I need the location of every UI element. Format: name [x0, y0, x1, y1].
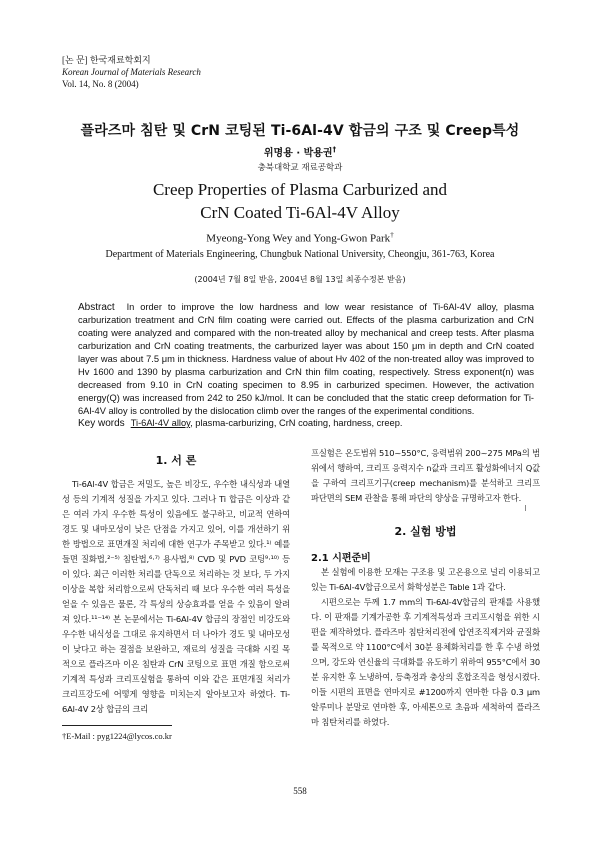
keywords-rest: , plasma-carburizing, CrN coating, hardness, creep. [190, 418, 403, 428]
methods-body [311, 565, 540, 730]
journal-header [62, 54, 201, 90]
affiliation-english: Department of Materials Engineering, Chungbuk National University, Cheongju, 361-763, Korea [105, 249, 495, 260]
margin-mark [525, 505, 526, 511]
received-dates: (2004년 7월 8일 받음, 2004년 8월 13일 최종수정본 받음) [194, 275, 406, 284]
introduction-body [62, 477, 290, 717]
authors-korean [0, 144, 600, 159]
subsection-heading-specimen: 2.1 시편준비 [311, 553, 371, 564]
authors-english-names: Myeong-Yong Wey and Yong-Gwon Park [206, 232, 391, 245]
footnote-email: †E-Mail : pyg1224@lycos.co.kr [62, 731, 172, 741]
journal-name-ko: [논 문] 한국재료학회지 [62, 55, 151, 65]
keywords-label: Key words [78, 418, 125, 429]
methods-paragraph-1: 본 실험에 이용한 모재는 구조용 및 고온용으로 널리 이용되고 있는 Ti-6Al-4V합금으로서 화학성분은 Table 1과 같다. [311, 567, 540, 592]
section-heading-introduction: 1. 서 론 [155, 454, 197, 467]
introduction-continued-paragraph: 프실험은 온도범위 510~550°C, 응력범위 200~275 MPa의 범위에서 행하여, 크리프 응력지수 n값과 크리프 활성화에너지 Q값을 구하여 크리프기구(creep mechanism)를 분석하고 크리프 파단면의 SEM 관찰을 통해 파단의 양상을 규명하고자 한다. [311, 448, 540, 503]
authors-korean-names: 위명용 · 박용권 [263, 148, 333, 159]
methods-paragraph-2: 시편으로는 두께 1.7 mm의 Ti-6Al-4V합금의 판재를 사용했다. 이 판재를 기계가공한 후 기계적특성과 크리프시험을 위한 시편을 제작하였다. 플라즈마 침탄처리전에 압연조직제거와 균질화를 목적으로 약 1100°C에서 30분 용체화처리를 한 후 수냉 하였으며, 강도와 연신율의 극대화를 유도하기 위하여 955°C에서 30분 유지한 후 노냉하여, 등축정과 충상의 혼합조직을 형성시켰다. 이들 시편의 표면을 연마지로 #1200까지 연마한 다음 0.3 μm 알루미나 분말로 연마한 후, 아세톤으로 초음파 세척하여 플라즈마 침탄처리를 하였다. [311, 597, 540, 727]
authors-english [0, 231, 600, 245]
affiliation-korean: 충북대학교 재료공학과 [257, 163, 343, 173]
right-column [311, 446, 540, 730]
title-english-line1: Creep Properties of Plasma Carburized and [152, 180, 448, 199]
introduction-paragraph: Ti-6Al-4V 합금은 저밀도, 높은 비강도, 우수한 내식성과 내열성 등의 기계적 성질을 가지고 있다. 그러나 Ti 합금은 이상과 같은 여러 가지 우수한 특성이 있음에도 불구하고, 비교적 연하여 경도 및 내마모성이 낮은 단점을 가지고 있어, 이를 개선하기 위한 방법으로 표면개질 처리에 대한 연구가 주목받고 있다.¹⁾ 예를 들면 질화법,²⁻⁵⁾ 침탄법,⁶·⁷⁾ 용사법,⁸⁾ CVD 및 PVD 코팅⁹·¹⁰⁾ 등이 있다. 최근 이러한 처리를 단독으로 처리하는 것 보다, 두 가지 이상을 복합 처리함으로써 단독처리 때 보다 우수한 여러 특성을 얻을 수 있음은 물론, 각 특성의 상승효과를 얻을 수 있음이 알려져 있다.¹¹⁻¹⁴⁾ 본 논문에서는 Ti-6Al-4V 합금의 장점인 비강도와 우수한 내식성을 그대로 유지하면서 더 나아가 경도 및 내마모성이 낮다고 하는 결점을 보완하고, 재료의 성질을 극대화 시킬 목적으로 플라즈마 이온 침탄과 CrN 코팅으로 표면 개질 함으로써 기계적 특성과 크리프실험을 통하여 이와 같은 표면개질 처리가 크리프강도에 어떻게 영향을 미치는지 알아보고자 하였다. Ti-6Al-4V 2상 합금의 크리 [62, 479, 290, 714]
title-korean: 플라즈마 침탄 및 CrN 코팅된 Ti-6Al-4V 합금의 구조 및 Creep특성 [80, 123, 520, 139]
keyword-first: Ti-6Al-4V alloy [130, 418, 191, 428]
corresponding-mark-en: † [390, 231, 394, 239]
page-number: 558 [293, 786, 307, 796]
corresponding-mark-ko: † [332, 145, 337, 154]
journal-volume: Vol. 14, No. 8 (2004) [62, 79, 139, 89]
keywords [78, 417, 538, 430]
abstract-label: Abstract [78, 302, 115, 313]
title-english [0, 178, 600, 224]
footnote-divider [62, 725, 172, 726]
abstract [78, 301, 534, 418]
title-english-line2: CrN Coated Ti-6Al-4V Alloy [200, 203, 400, 222]
section-heading-methods: 2. 실험 방법 [394, 525, 457, 538]
journal-name-en: Korean Journal of Materials Research [62, 67, 201, 77]
abstract-text: In order to improve the low hardness and low wear resistance of Ti-6Al-4V alloy, plasma carburization treatment and CrN film coating were carried out. Effects of the plasma carburization and CrN coating were analyzed and compared with the non-treated alloy by mechanical and creep tests. After plasma carburization and CrN coating treatments, the carburized layer was about 150 μm in depth and CrN coated layer was about 7.5 μm in thickness. Hardness value of about Hv 402 of the non-treated alloy was improved to Hv 1600 and 1390 by plasma carburization and CrN thin film coating, respectively. Stress exponent(n) was decreased from 9.10 in CrN coating specimen to 8.95 in carburized specimen. However, the activation energy(Q) was increased from 242 to 250 kJ/mol. It can be concluded that the static creep deformation for Ti-6Al-4V alloy is controlled by the dislocation climb over the ranges of the experimental conditions. [78, 302, 534, 416]
introduction-continued [311, 446, 540, 506]
left-column [62, 452, 290, 717]
